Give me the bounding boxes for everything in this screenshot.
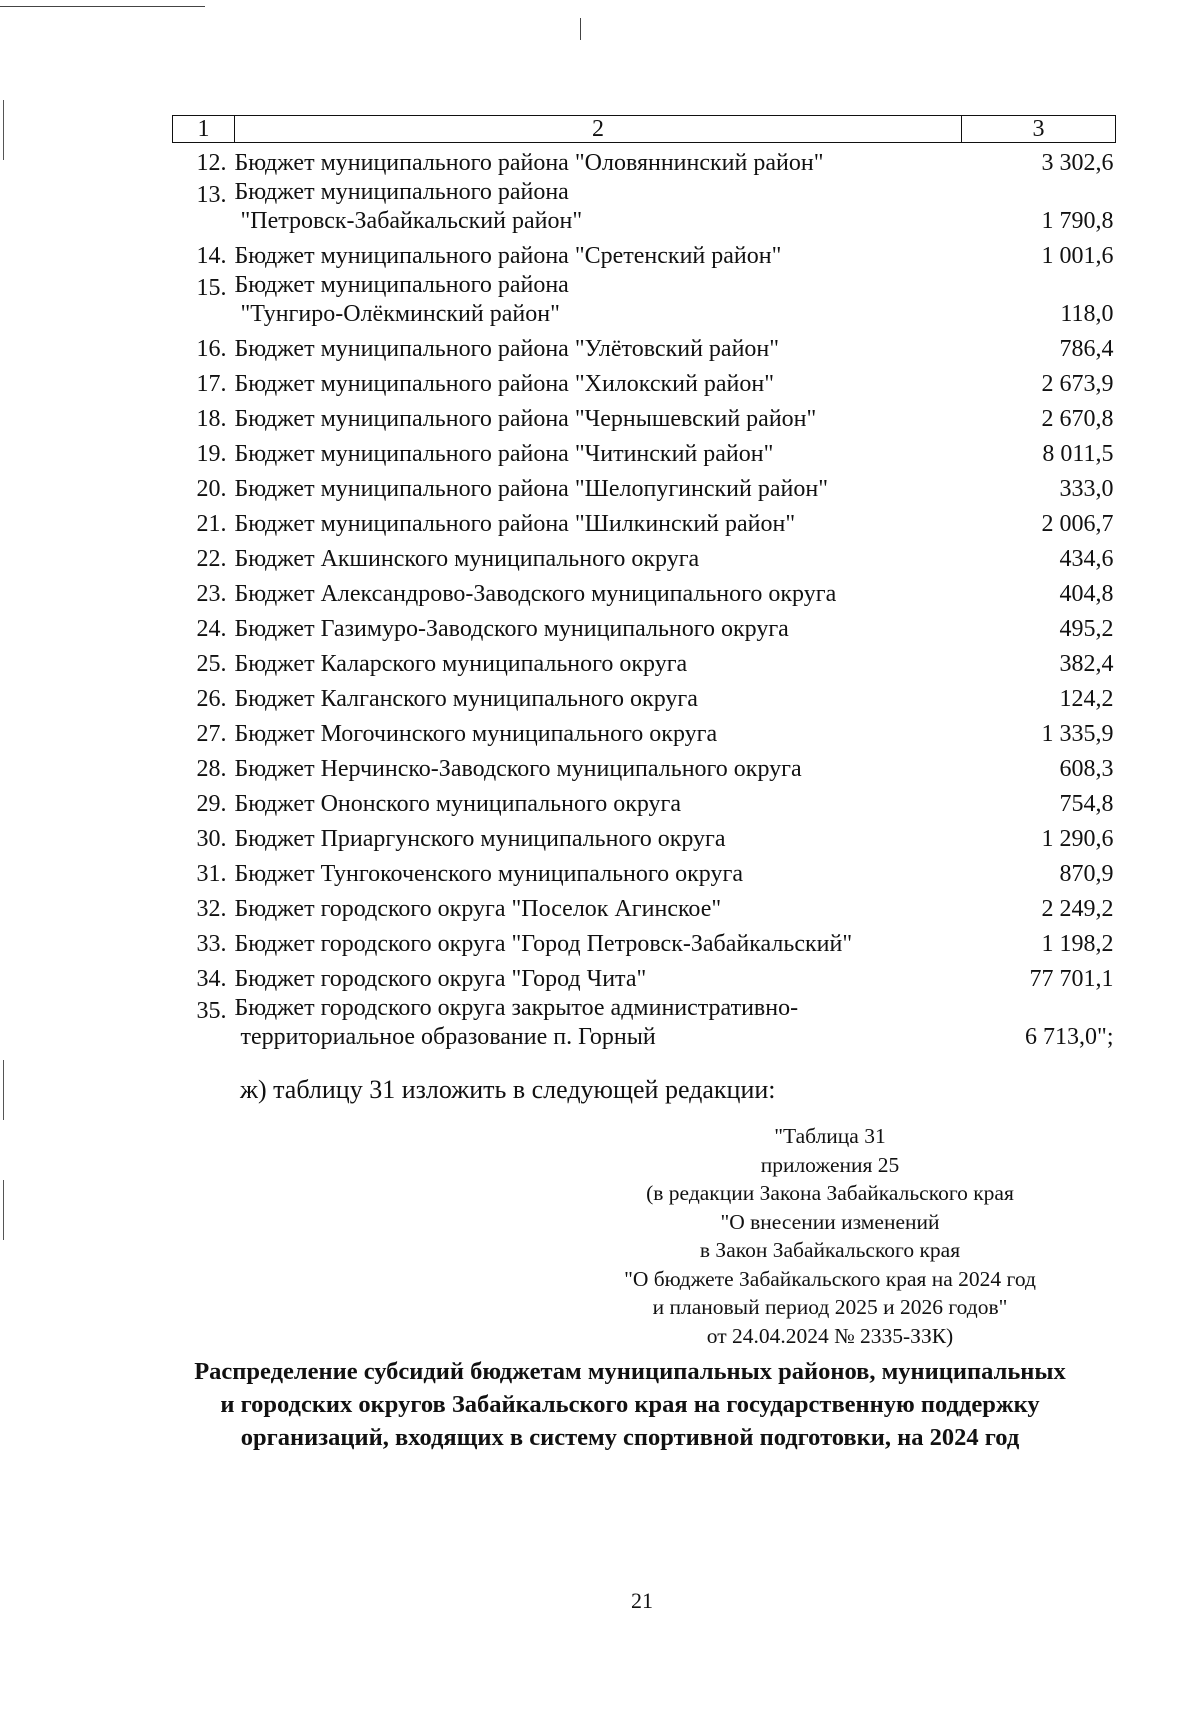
budget-name	[234, 329, 961, 364]
subsidy-amount: 495,2	[1059, 615, 1114, 642]
caption-line: "О внесении изменений	[720, 1209, 940, 1234]
table-row	[173, 819, 1116, 854]
row-number: 28.	[196, 755, 227, 782]
subsidy-amount: 754,8	[1059, 790, 1114, 817]
budget-name-line: Бюджет Ононского муниципального округа	[234, 790, 682, 817]
row-number: 18.	[196, 405, 227, 432]
budget-name-line: территориальное образование п. Горный	[240, 1023, 656, 1050]
budget-name-line: Бюджет муниципального района	[234, 178, 569, 205]
table-row	[173, 504, 1116, 539]
subsidy-amount: 1 198,2	[1041, 930, 1114, 957]
budget-name	[234, 749, 961, 784]
table-row	[173, 749, 1116, 784]
table-row	[173, 924, 1116, 959]
budget-name	[234, 469, 961, 504]
budget-name-line: Бюджет муниципального района "Шелопугинский район"	[234, 475, 828, 502]
row-number: 27.	[196, 720, 227, 747]
row-number: 16.	[196, 335, 227, 362]
scan-artifact-tick	[580, 18, 581, 40]
row-number: 21.	[196, 510, 227, 537]
budget-name	[234, 143, 961, 178]
budget-name-line: Бюджет Каларского муниципального округа	[234, 650, 688, 677]
budget-name	[234, 889, 961, 924]
subsidy-amount: 1 001,6	[1041, 242, 1114, 269]
table-row	[173, 329, 1116, 364]
budget-name	[234, 236, 961, 271]
table-body	[173, 143, 1116, 1052]
row-number: 20.	[196, 475, 227, 502]
row-number: 13.	[196, 181, 227, 208]
budget-name-line: Бюджет муниципального района "Сретенский район"	[234, 242, 782, 269]
table-row	[173, 434, 1116, 469]
subsidy-amount: 1 790,8	[1041, 207, 1114, 234]
budget-name	[234, 994, 961, 1052]
heading-line: организаций, входящих в систему спортивной подготовки, на 2024 год	[240, 1424, 1020, 1451]
budget-name-line: Бюджет Александрово-Заводского муниципального округа	[234, 580, 837, 607]
table-row	[173, 959, 1116, 994]
budget-name	[234, 784, 961, 819]
table-row	[173, 399, 1116, 434]
heading-line: и городских округов Забайкальского края на государственную поддержку	[220, 1391, 1040, 1418]
caption-line: от 24.04.2024 № 2335-ЗЗК)	[706, 1323, 954, 1348]
subsidy-amount: 2 006,7	[1041, 510, 1114, 537]
budget-name-line: Бюджет муниципального района "Чернышевский район"	[234, 405, 817, 432]
scan-artifact-left-mark	[3, 100, 4, 160]
budget-name-line: Бюджет муниципального района "Оловяннинский район"	[234, 149, 824, 176]
table-row	[173, 854, 1116, 889]
budget-name	[234, 574, 961, 609]
budget-name	[234, 434, 961, 469]
table-row	[173, 178, 1116, 236]
budget-name-line: Бюджет Акшинского муниципального округа	[234, 545, 700, 572]
table-header-cell: 3	[962, 116, 1116, 143]
budget-name-line: Бюджет Тунгокоченского муниципального округа	[234, 860, 743, 887]
section-heading	[150, 1355, 1110, 1454]
budget-name-line: Бюджет Калганского муниципального округа	[234, 685, 698, 712]
table-row	[173, 784, 1116, 819]
budget-name-line: "Петровск-Забайкальский район"	[240, 207, 583, 234]
budget-name-line: Бюджет муниципального района "Улётовский район"	[234, 335, 780, 362]
row-number: 25.	[196, 650, 227, 677]
subsidy-amount: 333,0	[1059, 475, 1114, 502]
subsidy-amount: 2 670,8	[1041, 405, 1114, 432]
subsidy-amount: 3 302,6	[1041, 149, 1114, 176]
budget-name-line: Бюджет муниципального района "Шилкинский район"	[234, 510, 796, 537]
table-row	[173, 574, 1116, 609]
budget-name-line: Бюджет городского округа закрытое административно-	[234, 994, 799, 1021]
row-number: 29.	[196, 790, 227, 817]
budget-name	[234, 819, 961, 854]
budget-name-line: Бюджет муниципального района "Хилокский район"	[234, 370, 774, 397]
row-number: 35.	[196, 997, 227, 1024]
heading-line: Распределение субсидий бюджетам муниципальных районов, муниципальных	[194, 1358, 1066, 1385]
caption-line: приложения 25	[760, 1152, 900, 1177]
table-row	[173, 539, 1116, 574]
subsidy-amount: 2 673,9	[1041, 370, 1114, 397]
row-number: 33.	[196, 930, 227, 957]
row-number: 14.	[196, 242, 227, 269]
table-header-cell: 2	[234, 116, 961, 143]
budget-name	[234, 679, 961, 714]
budget-name	[234, 924, 961, 959]
row-number: 34.	[196, 965, 227, 992]
caption-line: "О бюджете Забайкальского края на 2024 год	[624, 1266, 1036, 1291]
row-number: 31.	[196, 860, 227, 887]
budget-name-line: "Тунгиро-Олёкминский район"	[240, 300, 560, 327]
table-row	[173, 609, 1116, 644]
budget-name-line: Бюджет городского округа "Поселок Агинское"	[234, 895, 722, 922]
budget-name	[234, 644, 961, 679]
scan-artifact-line	[0, 6, 205, 7]
subsidy-amount: 124,2	[1059, 685, 1114, 712]
table-row	[173, 271, 1116, 329]
row-number: 24.	[196, 615, 227, 642]
row-number: 30.	[196, 825, 227, 852]
budget-name-line: Бюджет городского округа "Город Чита"	[234, 965, 647, 992]
budget-name-line: Бюджет Приаргунского муниципального округа	[234, 825, 726, 852]
budget-name	[234, 609, 961, 644]
instruction-text: ж) таблицу 31 изложить в следующей редакции:	[240, 1075, 776, 1104]
subsidy-amount: 786,4	[1059, 335, 1114, 362]
caption-line: (в редакции Закона Забайкальского края	[646, 1181, 1014, 1205]
budget-name	[234, 854, 961, 889]
table-header-row	[173, 116, 1116, 143]
budget-name	[234, 714, 961, 749]
budget-name	[234, 178, 961, 236]
subsidy-amount: 6 713,0";	[1025, 1023, 1114, 1050]
scan-artifact-left-mark	[3, 1060, 4, 1120]
row-number: 12.	[196, 149, 227, 176]
row-number: 32.	[196, 895, 227, 922]
subsidy-amount: 8 011,5	[1042, 440, 1114, 467]
row-number: 23.	[196, 580, 227, 607]
table-row	[173, 714, 1116, 749]
budget-name	[234, 364, 961, 399]
budget-name	[234, 959, 961, 994]
page-number: 21	[631, 1588, 653, 1613]
row-number: 26.	[196, 685, 227, 712]
table-caption	[560, 1122, 1100, 1350]
budget-name-line: Бюджет муниципального района "Читинский район"	[234, 440, 774, 467]
subsidy-amount: 2 249,2	[1041, 895, 1114, 922]
table-row	[173, 143, 1116, 178]
table-row	[173, 364, 1116, 399]
subsidy-amount: 870,9	[1059, 860, 1114, 887]
table-row	[173, 889, 1116, 924]
caption-line: в Закон Забайкальского края	[699, 1238, 961, 1262]
subsidy-amount: 1 290,6	[1041, 825, 1114, 852]
row-number: 22.	[196, 545, 227, 572]
budget-name-line: Бюджет муниципального района	[234, 271, 569, 298]
subsidy-amount: 608,3	[1059, 755, 1114, 782]
table-row	[173, 679, 1116, 714]
table-row	[173, 994, 1116, 1052]
scan-artifact-left-mark	[3, 1180, 4, 1240]
caption-line: и плановый период 2025 и 2026 годов"	[652, 1295, 1008, 1319]
caption-line: "Таблица 31	[774, 1124, 886, 1148]
budget-name-line: Бюджет Нерчинско-Заводского муниципального округа	[234, 755, 802, 782]
budget-name	[234, 539, 961, 574]
subsidy-amount: 1 335,9	[1041, 720, 1114, 747]
subsidy-amount: 77 701,1	[1029, 965, 1114, 992]
row-number: 17.	[196, 370, 227, 397]
subsidy-amount: 118,0	[1060, 300, 1114, 327]
budget-name-line: Бюджет Могочинского муниципального округа	[234, 720, 718, 747]
row-number: 19.	[196, 440, 227, 467]
table-row	[173, 469, 1116, 504]
subsidy-amount: 434,6	[1059, 545, 1114, 572]
budget-name-line: Бюджет Газимуро-Заводского муниципального округа	[234, 615, 789, 642]
table-row	[173, 236, 1116, 271]
table-row	[173, 644, 1116, 679]
budget-name	[234, 271, 961, 329]
table-header-cell: 1	[173, 116, 235, 143]
budget-name	[234, 504, 961, 539]
row-number: 15.	[196, 274, 227, 301]
subsidy-table	[172, 115, 1116, 1052]
subsidy-amount: 382,4	[1059, 650, 1114, 677]
subsidy-amount: 404,8	[1059, 580, 1114, 607]
budget-name	[234, 399, 961, 434]
budget-name-line: Бюджет городского округа "Город Петровск-Забайкальский"	[234, 930, 853, 957]
